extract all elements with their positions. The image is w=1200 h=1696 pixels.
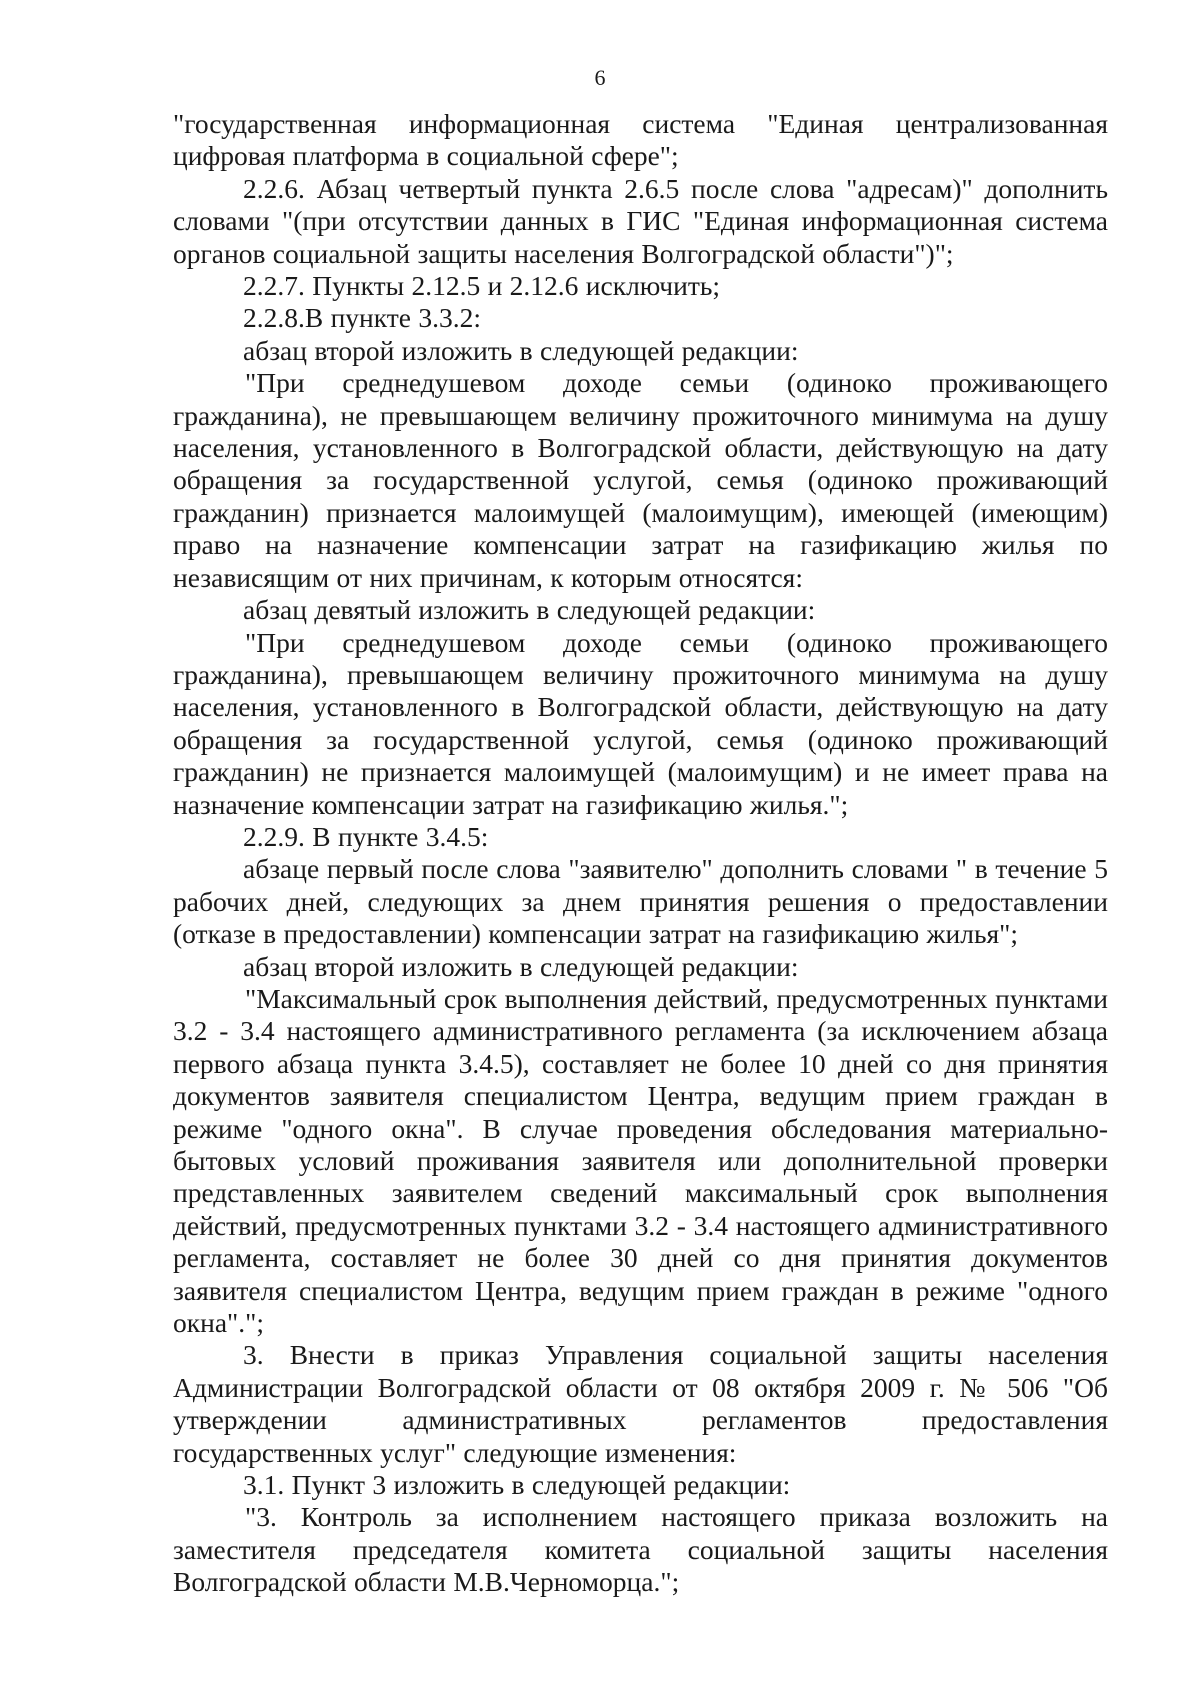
paragraph-low-income-quote: "При среднедушевом доходе семьи (одиноко проживающего гражданина), не превышающем величину прожиточного минимума на душу населения, установленного в Волгоградской области, действующую на дату обращения за государственной услугой, семья (одиноко проживающий гражданин) признается малоимущей (малоимущим), имеющей (имеющим) право на назначение компенсации затрат на газификацию жилья по независящим от них причинам, к которым относятся: [173,367,1108,593]
paragraph-max-term-quote: "Максимальный срок выполнения действий, предусмотренных пунктами 3.2 - 3.4 настоящего административного регламента (за исключением абзаца первого абзаца пункта 3.4.5), составляет не более 10 дней со дня принятия документов заявителя специалистом Центра, ведущим прием граждан в режиме "одного окна". В случае проведения обследования материально-бытовых условий проживания заявителя или дополнительной проверки представленных заявителем сведений максимальный срок выполнения действий, предусмотренных пунктами 3.2 - 3.4 настоящего административного регламента, составляет не более 30 дней со дня принятия документов заявителя специалистом Центра, ведущим прием граждан в режиме "одного окна"."; [173,982,1108,1339]
paragraph-second-abzac-heading-2: абзац второй изложить в следующей редакции: [243,950,799,982]
paragraph-2-2-7: 2.2.7. Пункты 2.12.5 и 2.12.6 исключить; [243,270,721,302]
paragraph-2-2-9: 2.2.9. В пункте 3.4.5: [243,820,489,852]
paragraph-2-2-8: 2.2.8.В пункте 3.3.2: [243,302,482,334]
paragraph-first-abzac-addition: абзаце первый после слова "заявителю" дополнить словами " в течение 5 рабочих дней, следующих за днем принятия решения о предоставлении (отказе в предоставлении) компенсации затрат на газификацию жилья"; [173,853,1108,950]
paragraph-second-abzac-heading: абзац второй изложить в следующей редакции: [243,334,799,366]
paragraph-control-quote: "3. Контроль за исполнением настоящего приказа возложить на заместителя председателя комитета социальной защиты населения Волгоградской области М.В.Черноморца."; [173,1501,1108,1598]
page-number: 6 [594,65,606,90]
paragraph-system-name-end: "государственная информационная система "Единая централизованная цифровая платформа в социальной сфере"; [173,108,1108,172]
paragraph-2-2-6: 2.2.6. Абзац четвертый пункта 2.6.5 после слова "адресам)" дополнить словами "(при отсутствии данных в ГИС "Единая информационная система органов социальной защиты населения Волгоградской области")"; [173,172,1108,269]
paragraph-item-3-1: 3.1. Пункт 3 изложить в следующей редакции: [243,1469,791,1501]
paragraph-high-income-quote: "При среднедушевом доходе семьи (одиноко проживающего гражданина), превышающем величину прожиточного минимума на душу населения, установленного в Волгоградской области, действующую на дату обращения за государственной услугой, семья (одиноко проживающий гражданин) не признается малоимущей (малоимущим) и не имеет права на назначение компенсации затрат на газификацию жилья."; [173,626,1108,820]
paragraph-ninth-abzac-heading: абзац девятый изложить в следующей редакции: [243,594,816,626]
document-body [173,108,1108,1599]
paragraph-item-3: 3. Внести в приказ Управления социальной защиты населения Администрации Волгоградской области от 08 октября 2009 г. № 506 "Об утверждении административных регламентов предоставления государственных услуг" следующие изменения: [173,1339,1108,1468]
